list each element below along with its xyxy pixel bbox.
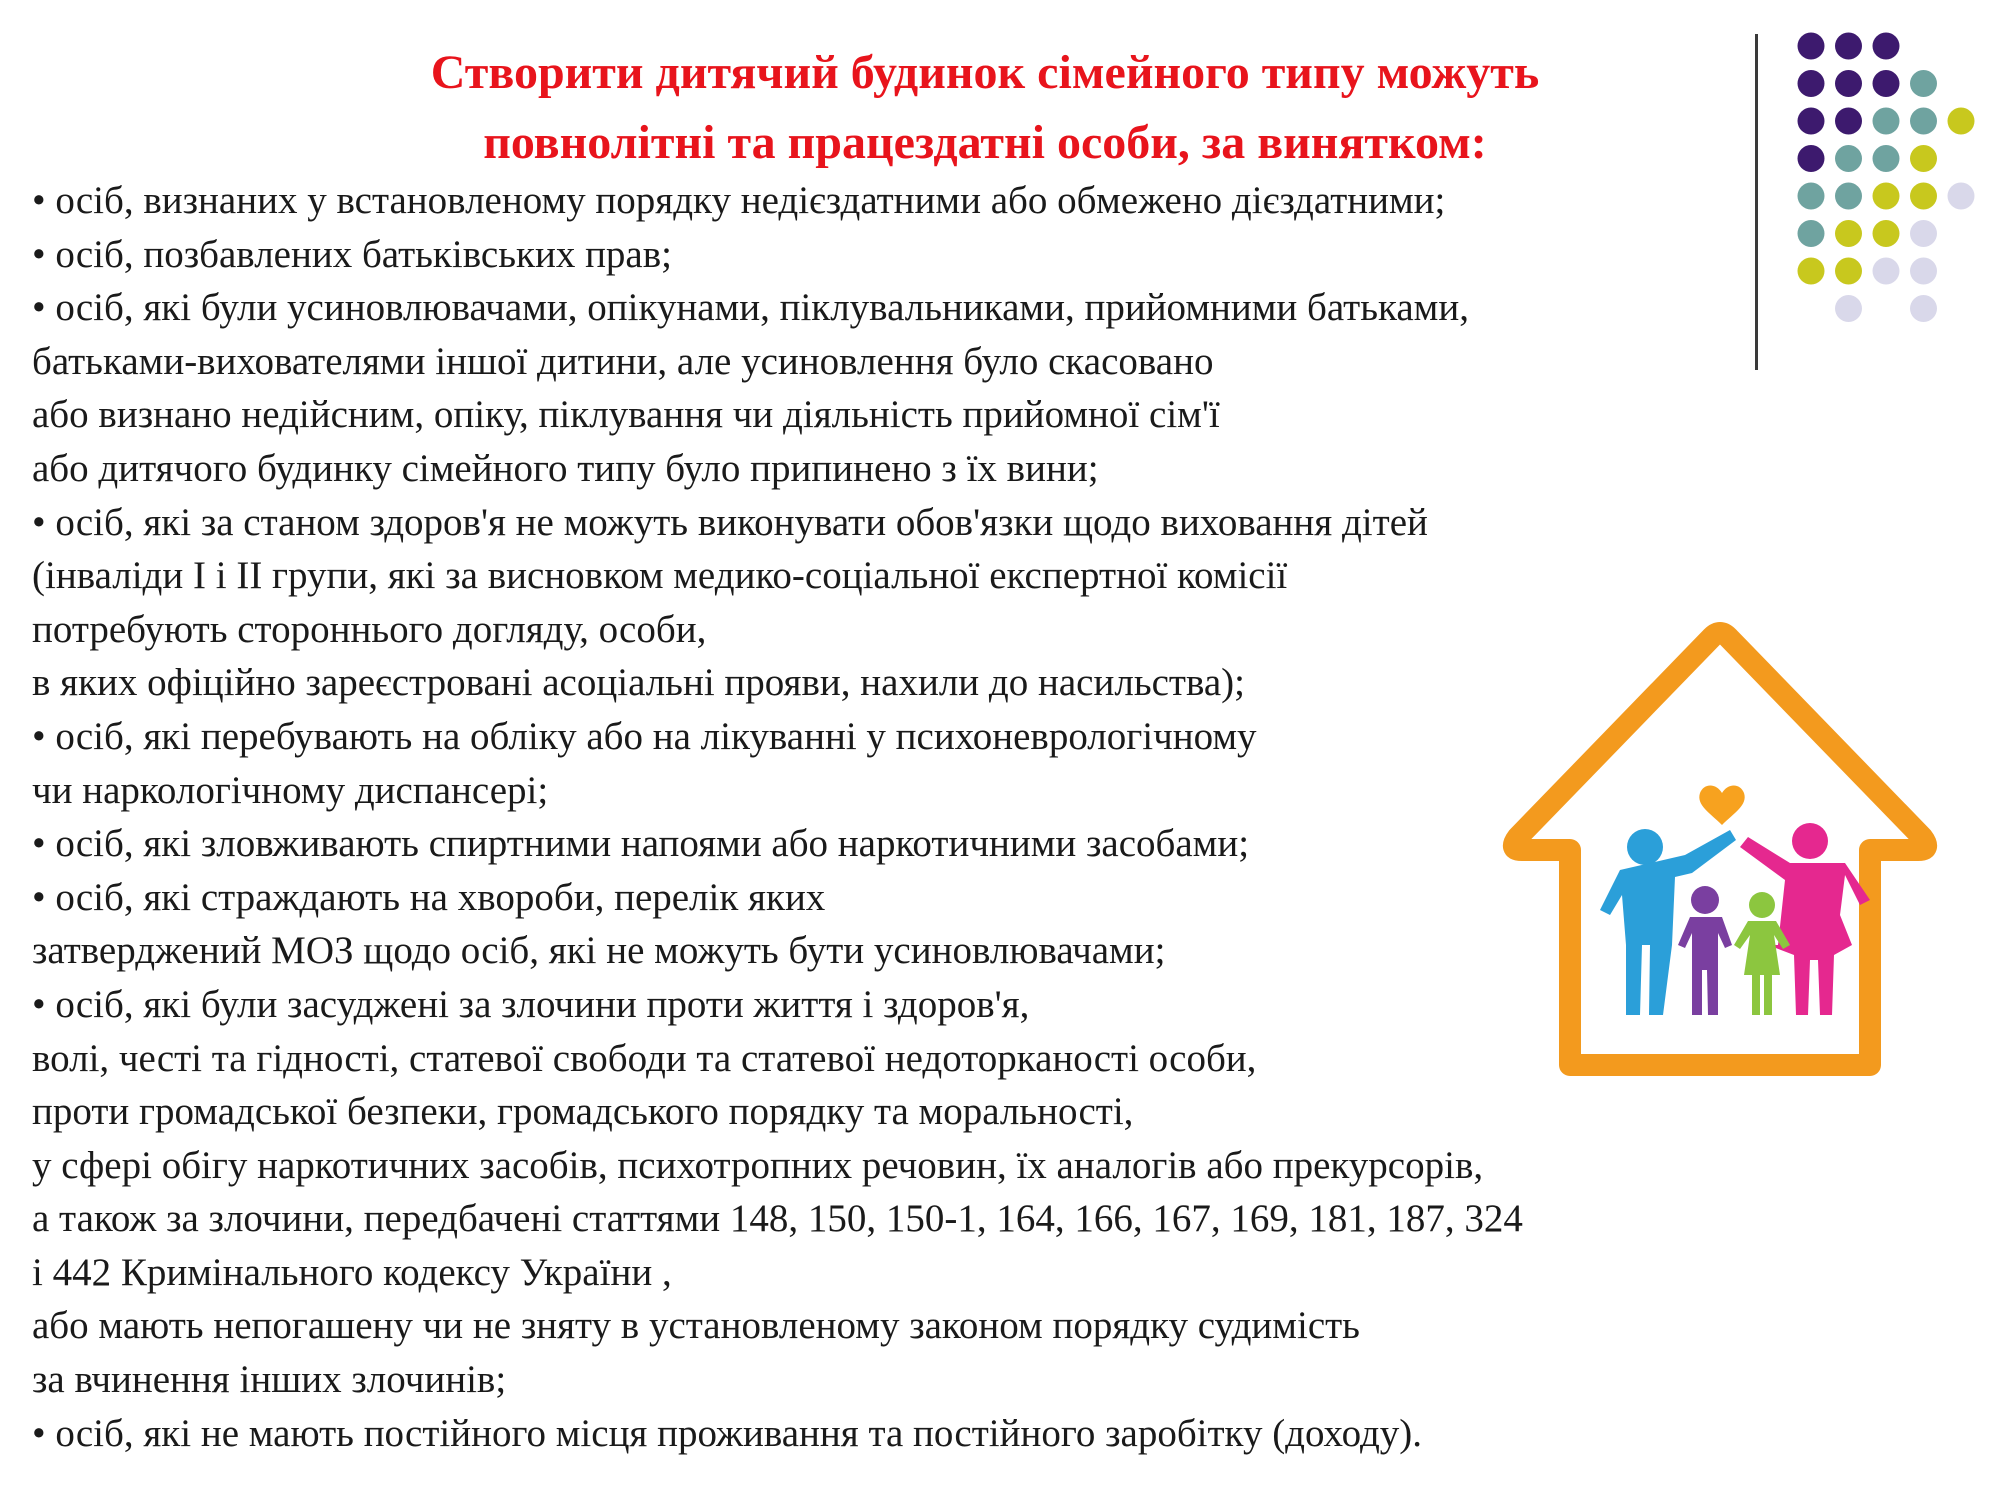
body-line: або мають непогашену чи не зняту в установленому законом порядку судимість xyxy=(32,1304,1360,1348)
body-line: волі, честі та гідності, статевої свободи та статевої недоторканості особи, xyxy=(32,1036,1257,1080)
decor-dot-purple xyxy=(1873,70,1900,97)
decor-dot-olive xyxy=(1873,183,1900,210)
decor-dot-teal xyxy=(1835,145,1862,172)
decor-dot-olive xyxy=(1873,220,1900,247)
decor-dot-purple xyxy=(1798,33,1825,60)
decor-dot-olive xyxy=(1910,183,1937,210)
body-line: затверджений МОЗ щодо осіб, які не можуть бути усиновлювачами; xyxy=(32,929,1166,973)
body-line: (інваліди І і ІІ групи, які за висновком медико-соціальної експертної комісії xyxy=(32,554,1288,598)
title-line-1: Створити дитячий будинок сімейного типу можуть xyxy=(430,46,1540,99)
decor-dot-teal xyxy=(1835,183,1862,210)
decor-dot-teal xyxy=(1798,220,1825,247)
body-line: або дитячого будинку сімейного типу було припинено з їх вини; xyxy=(32,446,1099,490)
decor-dot-teal xyxy=(1873,145,1900,172)
decor-dot-purple xyxy=(1798,145,1825,172)
decor-dot-purple xyxy=(1873,33,1900,60)
decor-dot-purple xyxy=(1835,33,1862,60)
decor-dot-purple xyxy=(1798,108,1825,135)
body-line: проти громадської безпеки, громадського порядку та моральності, xyxy=(32,1090,1134,1134)
body-line: в яких офіційно зареєстровані асоціальні прояви, нахили до насильства); xyxy=(32,661,1245,705)
decor-dot-teal xyxy=(1873,108,1900,135)
decor-dot-teal xyxy=(1798,183,1825,210)
decor-dot-teal xyxy=(1910,108,1937,135)
body-line: • осіб, які не мають постійного місця проживання та постійного заробітку (доходу). xyxy=(32,1411,1423,1455)
body-line: потребують стороннього догляду, особи, xyxy=(32,607,707,651)
decorative-dot-grid xyxy=(0,0,2000,400)
decor-dot-olive xyxy=(1835,220,1862,247)
decor-dot-olive xyxy=(1948,108,1975,135)
decor-dot-lavender xyxy=(1910,220,1937,247)
child-figure-green xyxy=(1734,892,1790,1015)
body-line: а також за злочини, передбачені статтями 148, 150, 150-1, 164, 166, 167, 169, 181, 187, 324 xyxy=(32,1197,1523,1241)
body-line: батьками-вихователями іншої дитини, але усиновлення було скасовано xyxy=(32,339,1214,383)
heart-icon xyxy=(1699,786,1744,826)
body-line: або визнано недійсним, опіку, піклування чи діяльність прийомної сім'ї xyxy=(32,393,1220,437)
decor-dot-olive xyxy=(1798,258,1825,285)
body-line: • осіб, які страждають на хвороби, перелік яких xyxy=(32,875,826,919)
body-line: і 442 Кримінального кодексу України , xyxy=(32,1250,672,1294)
decor-dot-lavender xyxy=(1910,295,1937,322)
decor-dot-purple xyxy=(1798,70,1825,97)
body-line: • осіб, які були засуджені за злочини проти життя і здоров'я, xyxy=(32,982,1030,1026)
body-line: чи наркологічному диспансері; xyxy=(32,768,549,812)
body-line: • осіб, які за станом здоров'я не можуть виконувати обов'язки щодо виховання дітей xyxy=(32,500,1428,544)
decor-dot-purple xyxy=(1835,108,1862,135)
decor-dot-olive xyxy=(1835,258,1862,285)
decor-dot-lavender xyxy=(1835,295,1862,322)
decor-dot-olive xyxy=(1910,145,1937,172)
child-figure-purple xyxy=(1678,886,1732,1015)
body-line: • осіб, які зловживають спиртними напоями або наркотичними засобами; xyxy=(32,822,1250,866)
body-line: за вчинення інших злочинів; xyxy=(32,1358,507,1402)
decor-dot-purple xyxy=(1835,70,1862,97)
decor-dot-lavender xyxy=(1910,258,1937,285)
body-line: • осіб, визнаних у встановленому порядку недієздатними або обмежено дієздатними; xyxy=(32,179,1446,222)
body-line: • осіб, позбавлених батьківських прав; xyxy=(32,232,672,276)
decor-dot-lavender xyxy=(1873,258,1900,285)
decor-dot-teal xyxy=(1910,70,1937,97)
title-line-2: повнолітні та працездатні особи, за винятком: xyxy=(483,116,1487,169)
body-line: у сфері обігу наркотичних засобів, психотропних речовин, їх аналогів або прекурсорів, xyxy=(32,1143,1484,1187)
decor-dot-lavender xyxy=(1948,183,1975,210)
body-line: • осіб, які були усиновлювачами, опікунами, піклувальниками, прийомними батьками, xyxy=(32,286,1469,330)
body-line: • осіб, які перебувають на обліку або на лікуванні у психоневрологічному xyxy=(32,714,1257,758)
family-house-icon xyxy=(1500,615,1940,1085)
